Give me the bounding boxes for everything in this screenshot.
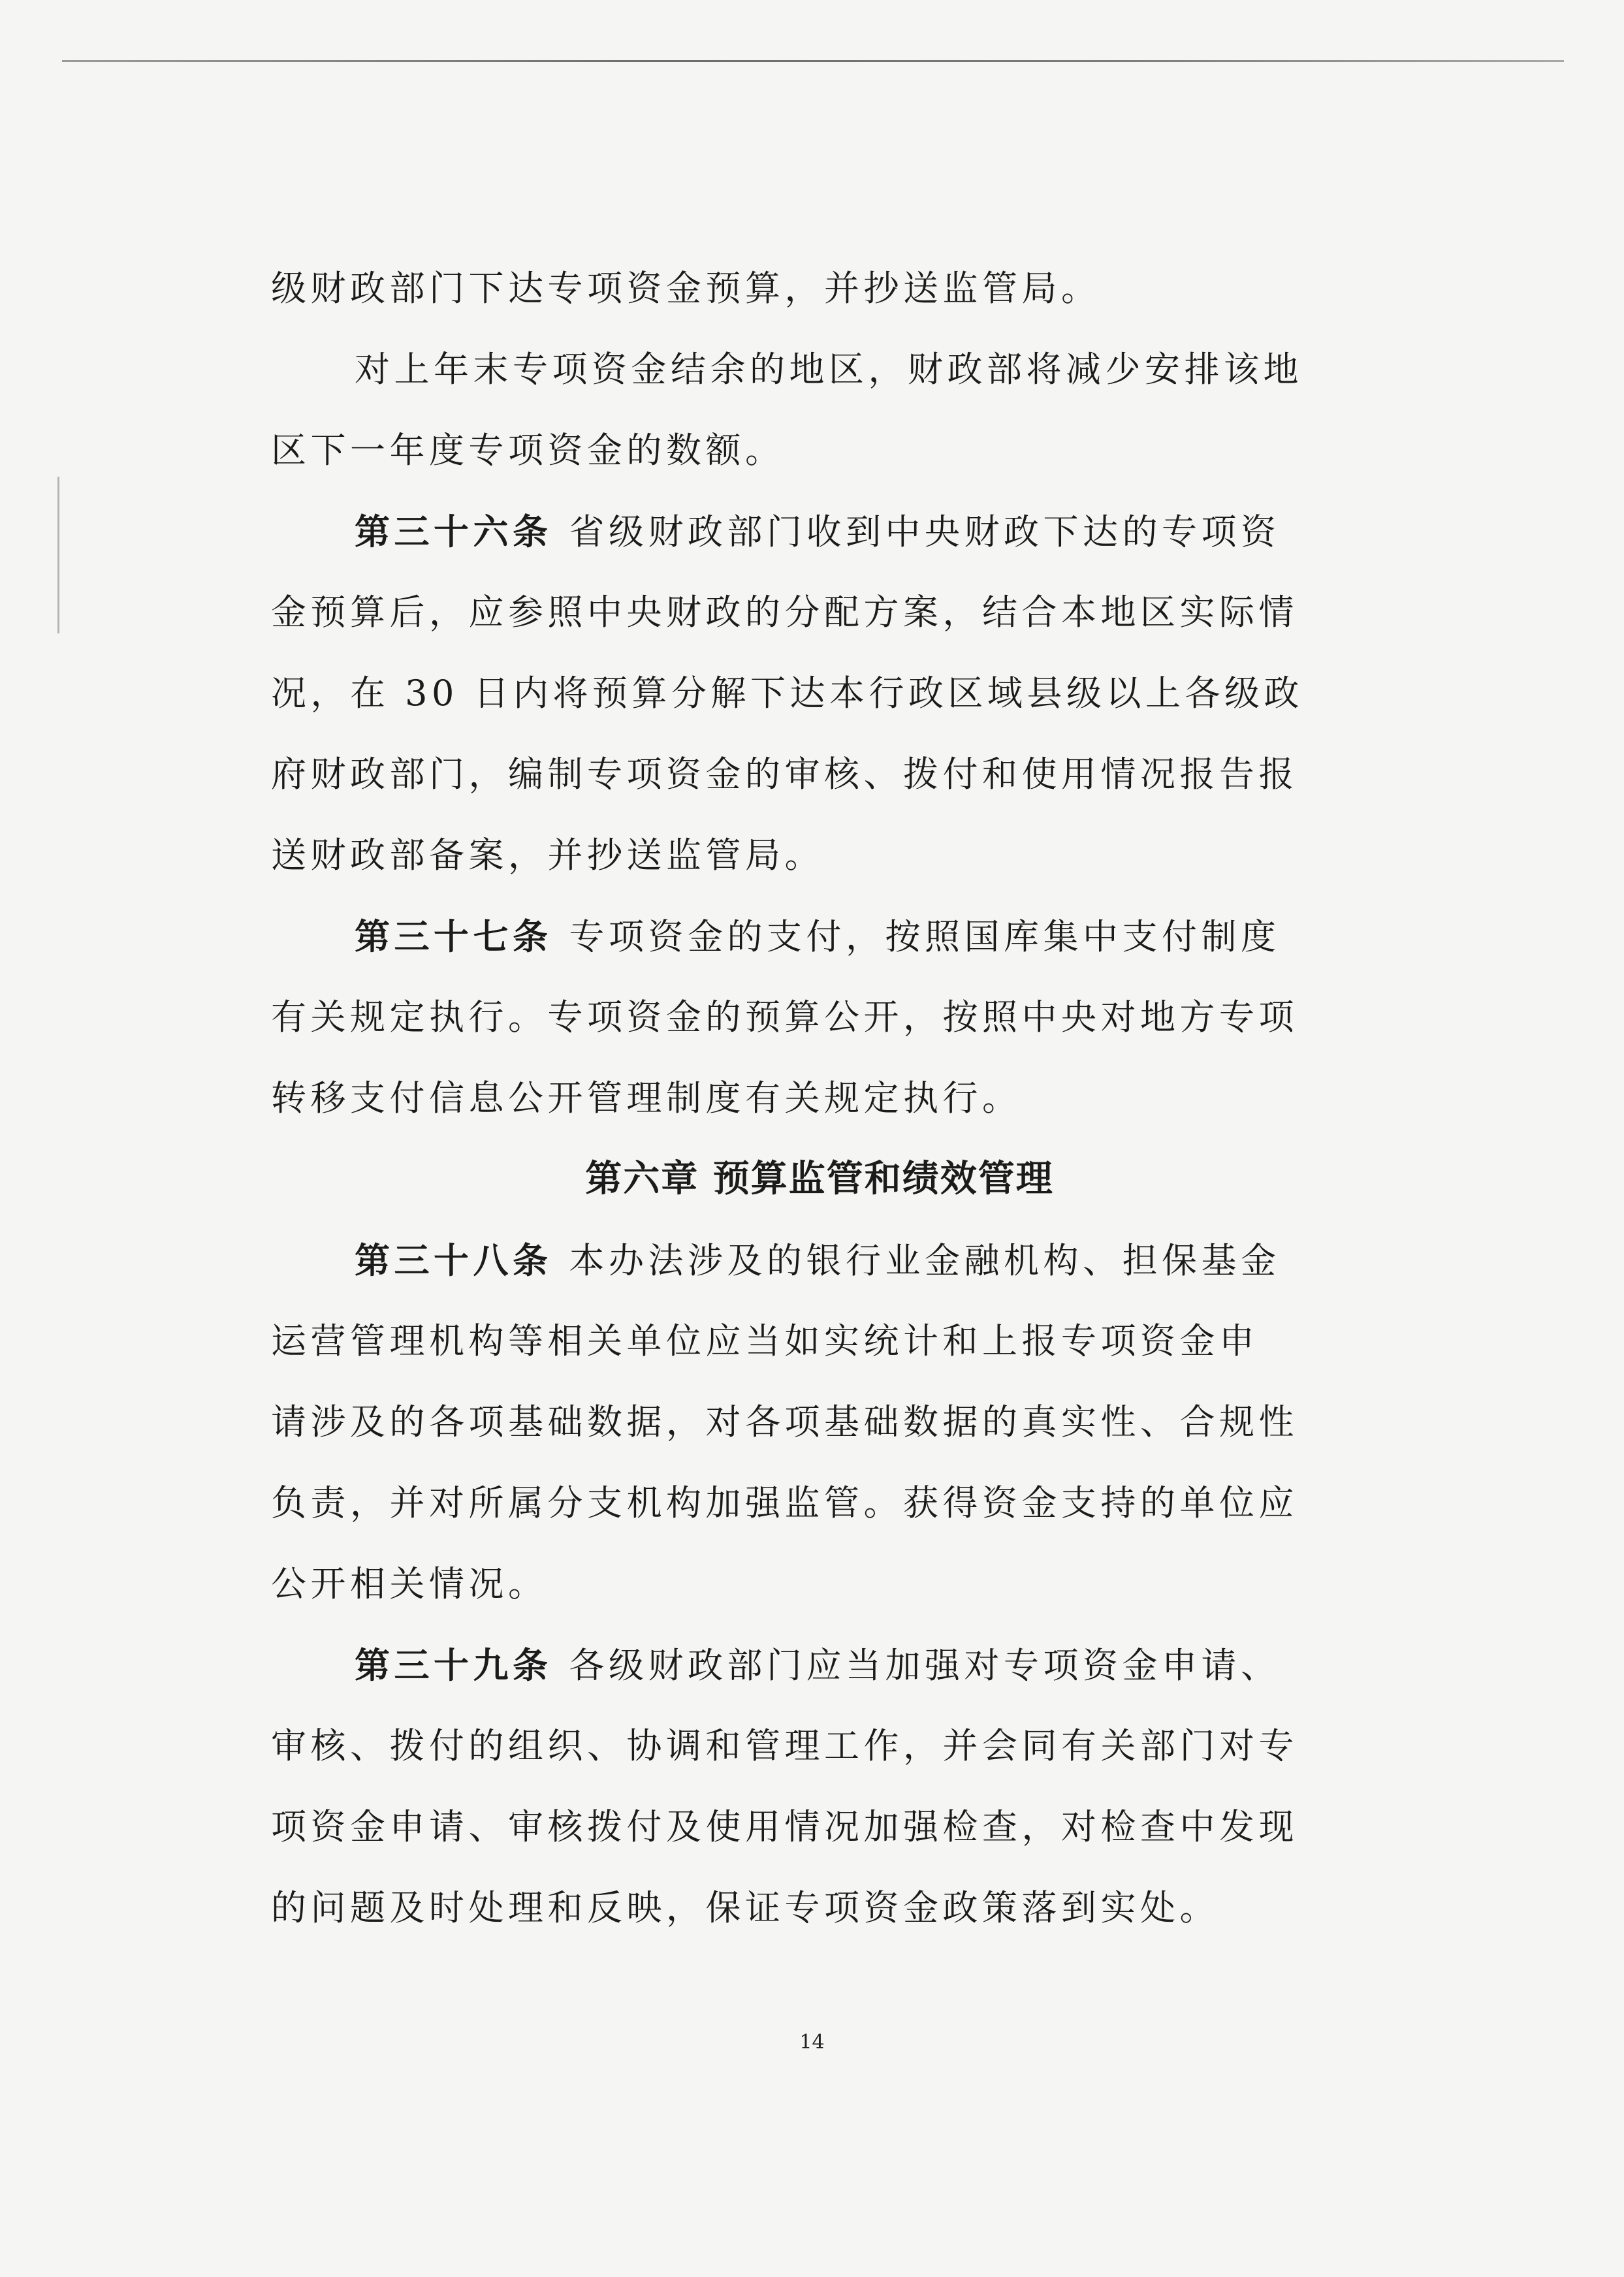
- paragraph-line: 级财政部门下达专项资金预算，并抄送监管局。: [271, 268, 1101, 309]
- paragraph-line: 区下一年度专项资金的数额。: [271, 430, 785, 471]
- scan-margin-mark: [57, 477, 59, 633]
- article-37-first-line: [271, 896, 1368, 977]
- paragraph-line: 省级财政部门收到中央财政下达的专项资: [569, 511, 1281, 552]
- article-36-first-line: [271, 491, 1368, 572]
- paragraph-line: 对上年末专项资金结余的地区，财政部将减少安排该地: [355, 349, 1303, 390]
- article-39-heading: 第三十九条: [355, 1644, 552, 1686]
- document-body: [271, 248, 1368, 1949]
- article-39-first-line: [271, 1625, 1368, 1706]
- paragraph-line: 金预算后，应参照中央财政的分配方案，结合本地区实际情: [271, 592, 1298, 633]
- paragraph-line: 各级财政部门应当加强对专项资金申请、: [569, 1645, 1281, 1686]
- article-38-first-line: [271, 1220, 1368, 1301]
- article-36-heading: 第三十六条: [355, 511, 552, 552]
- paragraph-line: 运营管理机构等相关单位应当如实统计和上报专项资金申: [271, 1320, 1259, 1361]
- page-number: 14: [799, 2031, 825, 2054]
- paragraph-line: 的问题及时处理和反映，保证专项资金政策落到实处。: [271, 1887, 1219, 1928]
- paragraph-line: 负责，并对所属分支机构加强监管。获得资金支持的单位应: [271, 1482, 1298, 1523]
- paragraph-line: 有关规定执行。专项资金的预算公开，按照中央对地方专项: [271, 996, 1298, 1038]
- paragraph-line: 审核、拨付的组织、协调和管理工作，并会同有关部门对专: [271, 1725, 1298, 1766]
- paragraph-line: 专项资金的支付，按照国库集中支付制度: [569, 916, 1281, 957]
- chapter-title: 第六章 预算监管和绩效管理: [585, 1158, 1054, 1200]
- paragraph-line: 请涉及的各项基础数据，对各项基础数据的真实性、合规性: [271, 1401, 1298, 1442]
- paragraph-line: 转移支付信息公开管理制度有关规定执行。: [271, 1077, 1022, 1119]
- paragraph-line: 况，在 30 日内将预算分解下达本行政区域县级以上各级政: [271, 673, 1304, 714]
- paragraph-line: 送财政部备案，并抄送监管局。: [271, 835, 824, 876]
- paragraph-line: 公开相关情况。: [271, 1563, 548, 1604]
- header-rule: [62, 60, 1564, 62]
- article-37-heading: 第三十七条: [355, 916, 552, 957]
- paragraph-line: 项资金申请、审核拨付及使用情况加强检查，对检查中发现: [271, 1806, 1298, 1847]
- article-38-heading: 第三十八条: [355, 1239, 552, 1281]
- paragraph-line: 本办法涉及的银行业金融机构、担保基金: [569, 1240, 1281, 1281]
- paragraph-line: 府财政部门，编制专项资金的审核、拨付和使用情况报告报: [271, 754, 1298, 795]
